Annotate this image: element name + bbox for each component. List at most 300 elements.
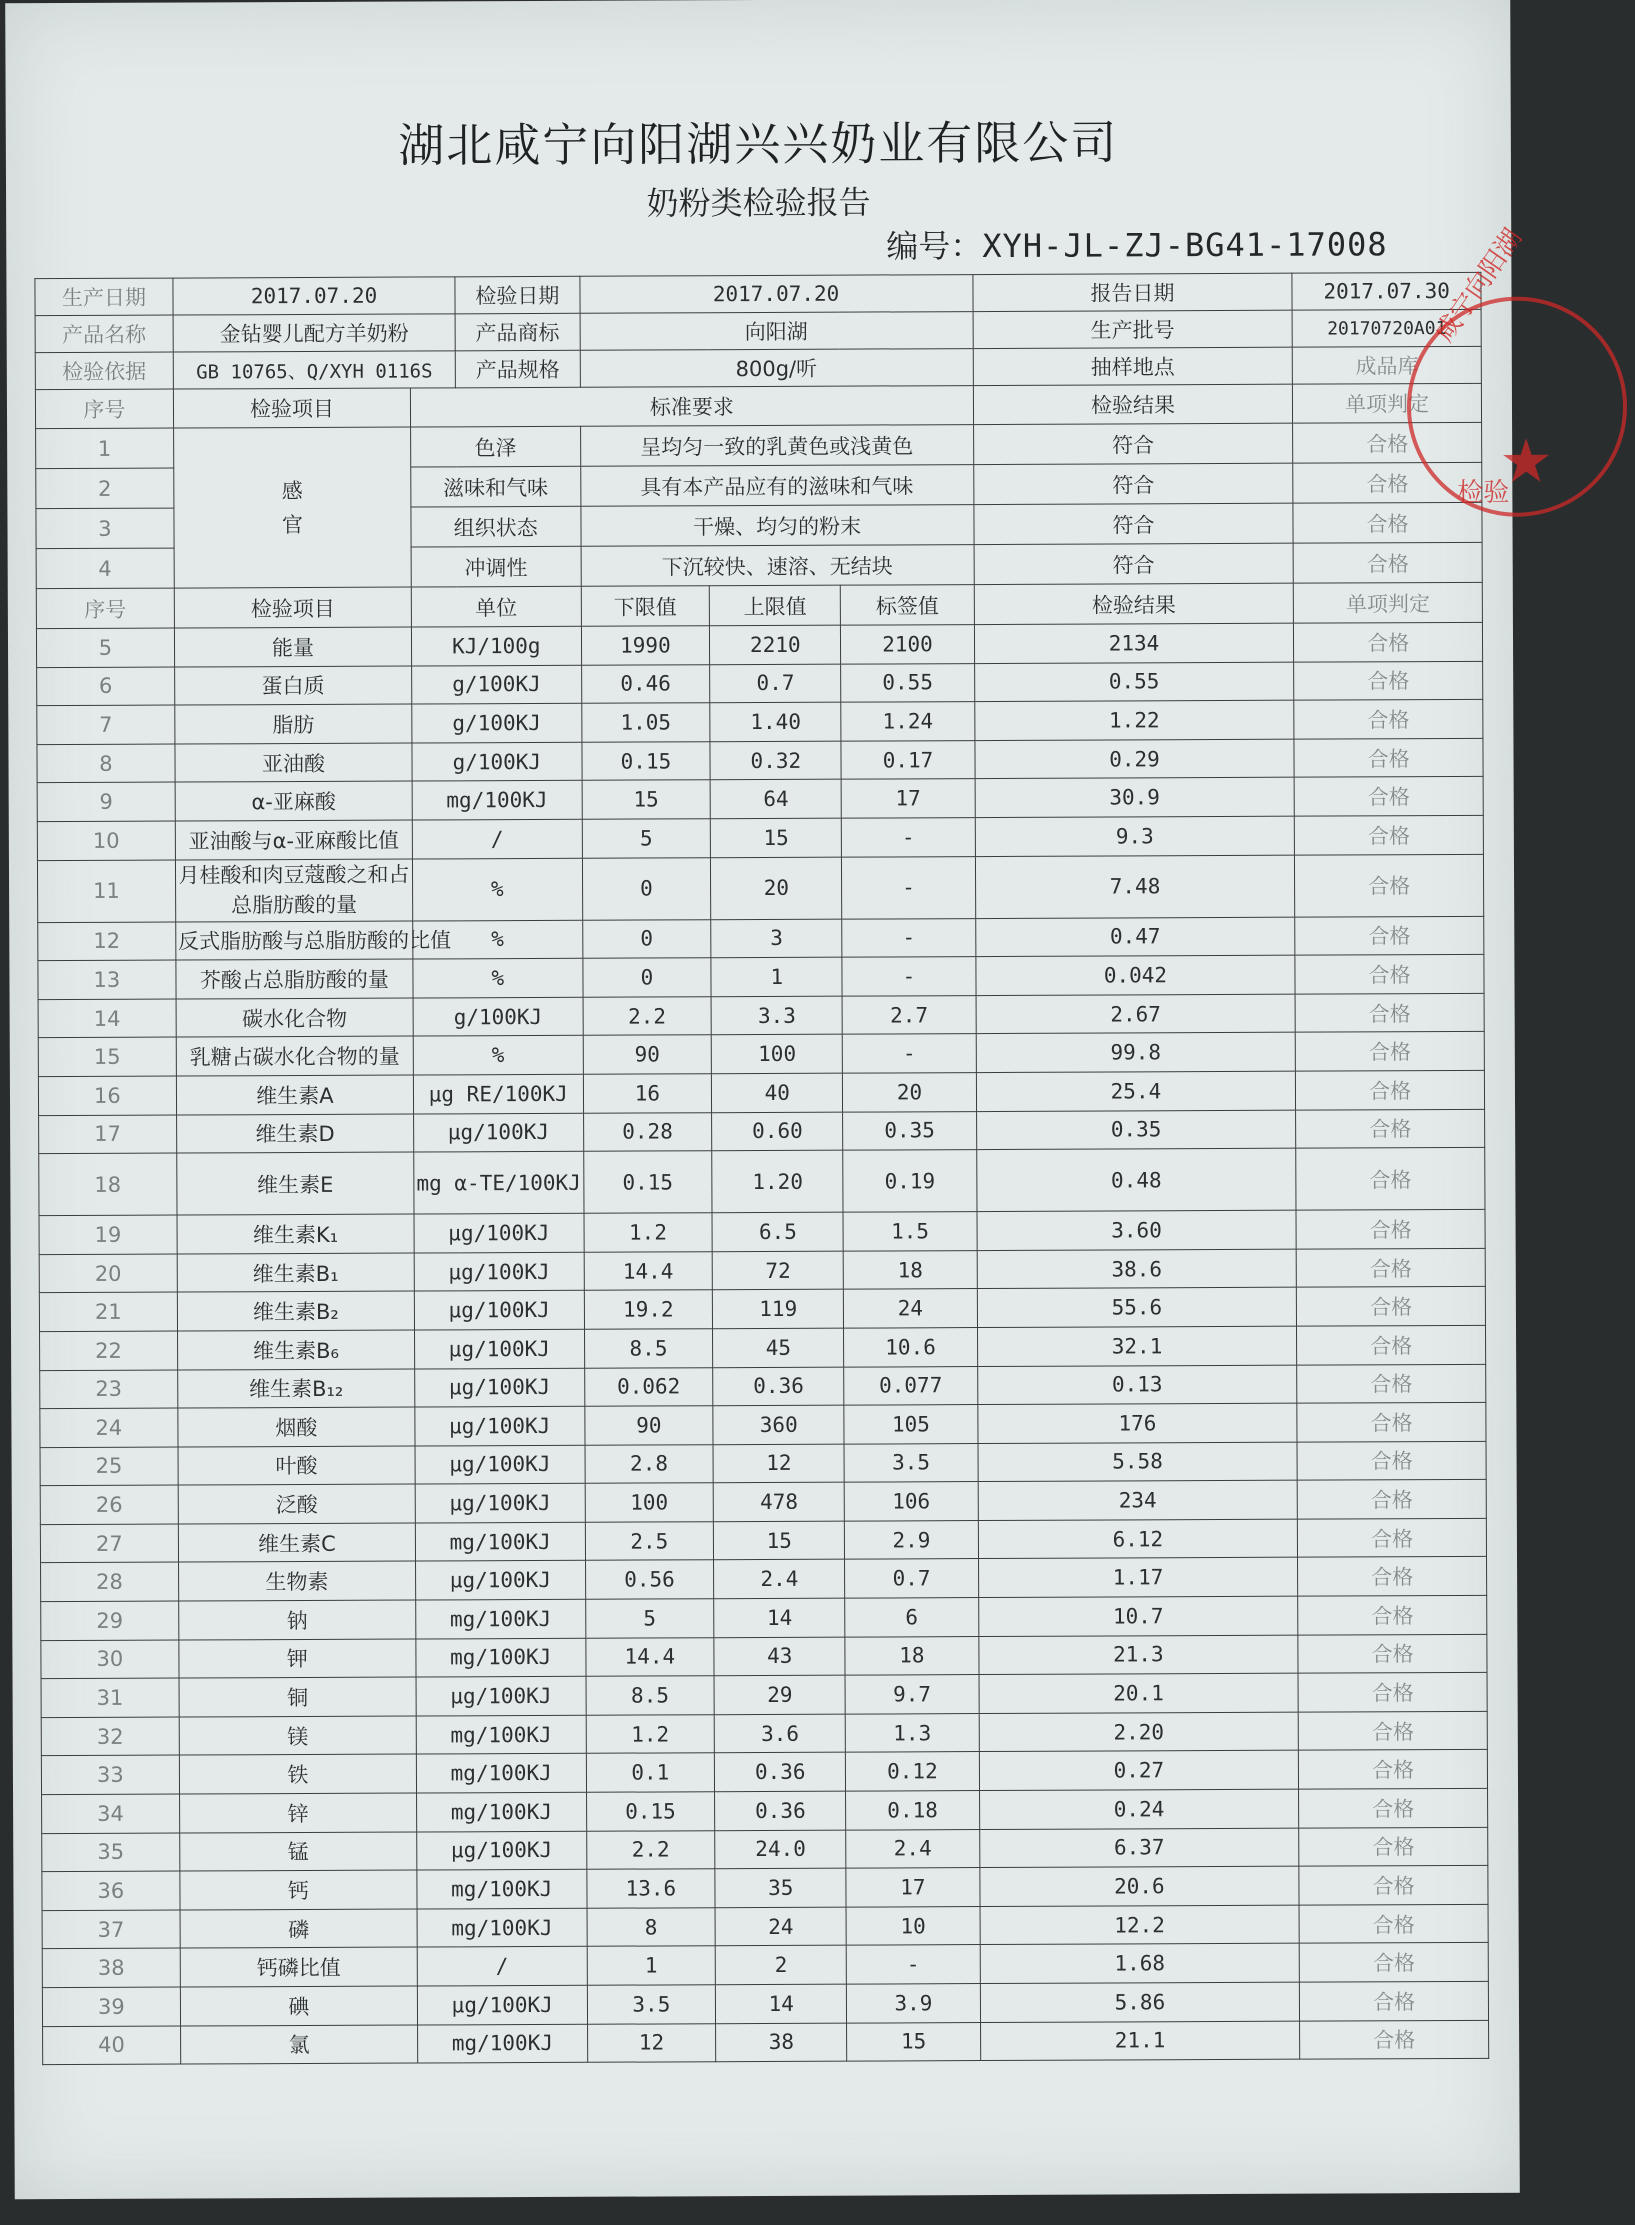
- item-cell: 碳水化合物: [176, 998, 413, 1038]
- low-limit-cell: 90: [584, 1406, 713, 1445]
- unit-cell: μg/100KJ: [414, 1113, 584, 1152]
- basis: GB 10765、Q/XYH 0116S: [173, 351, 456, 389]
- judgement-cell: 合格: [1297, 1402, 1486, 1441]
- high-limit-cell: 0.60: [712, 1112, 843, 1151]
- item-cell: 碘: [180, 1986, 417, 2026]
- result-cell: 20.6: [979, 1866, 1299, 1906]
- result-cell: 30.9: [975, 778, 1295, 818]
- judgement-cell: 合格: [1299, 1904, 1488, 1943]
- label-value-cell: 10.6: [844, 1327, 977, 1366]
- low-limit-cell: 2.8: [585, 1444, 714, 1483]
- item-header: 检验项目: [173, 388, 410, 428]
- seal-text-bottom: 检验: [1457, 477, 1510, 508]
- label-value-cell: -: [842, 957, 975, 996]
- low-limit-cell: 2.5: [585, 1522, 714, 1561]
- unit-cell: mg/100KJ: [417, 1908, 587, 1947]
- seq-cell: 6: [37, 667, 175, 706]
- result-cell: 0.27: [979, 1751, 1299, 1791]
- label-value-cell: -: [842, 818, 975, 857]
- result-cell: 0.47: [975, 917, 1295, 957]
- unit-cell: mg/100KJ: [412, 781, 582, 820]
- report-date-label: 报告日期: [973, 273, 1293, 311]
- judgement-header: 单项判定: [1293, 383, 1482, 423]
- item-cell: 乳糖占碳水化合物的量: [176, 1036, 413, 1076]
- result-cell: 2134: [974, 623, 1294, 663]
- high-limit-cell: 3.3: [711, 996, 842, 1035]
- seq-cell: 7: [37, 705, 175, 744]
- table-row: [39, 1147, 1485, 1215]
- unit-cell: μg/100KJ: [415, 1445, 585, 1484]
- judgement-cell: 合格: [1299, 1943, 1488, 1982]
- judgement-cell: 合格: [1298, 1557, 1487, 1596]
- seq-cell: 17: [39, 1115, 177, 1154]
- judgement-cell: 合格: [1299, 1866, 1488, 1905]
- unit-cell: μg/100KJ: [414, 1252, 584, 1291]
- seq-cell: 35: [42, 1833, 180, 1872]
- unit-cell: μg/100KJ: [417, 1985, 587, 2024]
- result-cell: 0.29: [975, 739, 1295, 779]
- table-row: [38, 955, 1484, 1000]
- table-row: [37, 777, 1483, 822]
- item-cell: 亚油酸与α-亚麻酸比值: [175, 820, 412, 860]
- high-limit-cell: 360: [713, 1405, 844, 1444]
- seq-cell: 4: [36, 548, 174, 589]
- high-limit-cell: 2.4: [714, 1560, 845, 1599]
- unit-header: 单位: [411, 586, 581, 627]
- label-value-cell: -: [842, 856, 976, 919]
- seq-cell: 21: [39, 1292, 177, 1331]
- table-row: [39, 1109, 1485, 1154]
- label-value-cell: 17: [846, 1868, 979, 1907]
- low-limit-cell: 1.2: [586, 1715, 715, 1754]
- unit-cell: mg α-TE/100KJ: [414, 1151, 584, 1214]
- unit-cell: μg/100KJ: [416, 1561, 586, 1600]
- low-limit-cell: 5: [582, 819, 711, 858]
- table-row: [41, 1750, 1487, 1795]
- seq-cell: 40: [43, 2026, 181, 2065]
- low-limit-cell: 3.5: [587, 1985, 716, 2024]
- high-header: 上限值: [710, 585, 841, 626]
- sensory-requirement: 具有本产品应有的滋味和气味: [580, 465, 973, 507]
- report-number-value: XYH-JL-ZJ-BG41-17008: [982, 225, 1388, 266]
- result-cell: 38.6: [977, 1249, 1297, 1289]
- high-limit-cell: 119: [713, 1289, 844, 1328]
- info-row: [35, 309, 1481, 352]
- low-limit-cell: 19.2: [584, 1290, 713, 1329]
- high-limit-cell: 14: [714, 1598, 845, 1637]
- label-value-cell: 2100: [841, 625, 974, 664]
- low-limit-cell: 13.6: [586, 1869, 715, 1908]
- table-row: [41, 1595, 1487, 1640]
- high-limit-cell: 20: [711, 857, 842, 920]
- item-cell: 蛋白质: [174, 666, 411, 706]
- judgement-cell: 合格: [1296, 1032, 1485, 1071]
- high-limit-cell: 45: [713, 1328, 844, 1367]
- table-row: [36, 622, 1482, 667]
- seq-cell: 27: [40, 1524, 178, 1563]
- low-limit-cell: 0.15: [583, 1151, 712, 1214]
- unit-cell: μg/100KJ: [414, 1213, 584, 1252]
- high-limit-cell: 2: [715, 1946, 846, 1985]
- low-limit-cell: 5: [585, 1599, 714, 1638]
- item-cell: 镁: [179, 1716, 416, 1756]
- high-limit-cell: 0.32: [710, 741, 841, 780]
- table-row: [39, 1287, 1485, 1332]
- low-limit-cell: 0: [582, 857, 711, 920]
- item-cell: 脂肪: [175, 704, 412, 744]
- high-limit-cell: 35: [715, 1868, 846, 1907]
- high-limit-cell: 0.36: [713, 1367, 844, 1406]
- report-paper: [5, 0, 1554, 2199]
- table-row: [39, 1248, 1485, 1293]
- result-cell: 6.12: [978, 1519, 1298, 1559]
- high-limit-cell: 14: [716, 1984, 847, 2023]
- sensory-judgement: 合格: [1293, 462, 1482, 503]
- sensory-requirement: 干燥、均匀的粉末: [580, 505, 973, 547]
- judgement-cell: 合格: [1295, 993, 1484, 1032]
- judgement-cell: 合格: [1297, 1287, 1486, 1326]
- judgement-cell: 合格: [1299, 1750, 1488, 1789]
- judgement-cell: 合格: [1297, 1325, 1486, 1364]
- inspection-date: 2017.07.20: [579, 275, 972, 314]
- basis-label: 检验依据: [35, 352, 173, 390]
- judgement-cell: 合格: [1296, 1248, 1485, 1287]
- high-limit-cell: 24.0: [715, 1830, 846, 1869]
- high-limit-cell: 0.7: [710, 664, 841, 703]
- label-value-cell: 15: [847, 2022, 980, 2061]
- brand-label: 产品商标: [455, 313, 579, 351]
- sensory-result: 符合: [973, 423, 1293, 464]
- sensory-judgement: 合格: [1293, 422, 1482, 463]
- result-cell: 7.48: [975, 855, 1295, 918]
- high-limit-cell: 15: [714, 1521, 845, 1560]
- result-cell: 0.35: [976, 1110, 1296, 1150]
- seq-cell: 9: [37, 782, 175, 821]
- item-header: 检验项目: [174, 587, 411, 628]
- high-limit-cell: 72: [712, 1251, 843, 1290]
- low-limit-cell: 0: [582, 919, 711, 958]
- low-limit-cell: 14.4: [584, 1251, 713, 1290]
- table-row: [41, 1557, 1487, 1602]
- judgement-cell: 合格: [1297, 1364, 1486, 1403]
- seq-cell: 23: [40, 1370, 178, 1409]
- label-value-cell: 10: [846, 1906, 979, 1945]
- item-cell: α-亚麻酸: [175, 781, 412, 821]
- unit-cell: μg/100KJ: [416, 1677, 586, 1716]
- judgement-cell: 合格: [1300, 1981, 1489, 2020]
- high-limit-cell: 29: [714, 1675, 845, 1714]
- brand: 向阳湖: [580, 312, 973, 351]
- sensory-requirement: 呈均匀一致的乳黄色或浅黄色: [580, 425, 973, 467]
- low-limit-cell: 8.5: [584, 1329, 713, 1368]
- label-value-cell: 17: [841, 779, 974, 818]
- seq-cell: 33: [41, 1755, 179, 1794]
- high-limit-cell: 0.36: [715, 1753, 846, 1792]
- low-limit-cell: 1.05: [581, 703, 710, 742]
- table-row: [40, 1364, 1486, 1409]
- judgement-cell: 合格: [1298, 1595, 1487, 1634]
- table-row: [42, 1981, 1488, 2026]
- inspection-table: [34, 272, 1489, 2065]
- item-cell: 维生素B₁: [177, 1253, 414, 1293]
- label-value-cell: 1.5: [843, 1212, 976, 1251]
- table-row: [40, 1325, 1486, 1370]
- judgement-cell: 合格: [1296, 1109, 1485, 1148]
- table-row: [41, 1634, 1487, 1679]
- result-cell: 2.67: [976, 994, 1296, 1034]
- label-value-cell: -: [843, 1034, 976, 1073]
- high-limit-cell: 2210: [710, 625, 841, 664]
- item-cell: 反式脂肪酸与总脂肪酸的比值: [176, 921, 413, 961]
- table-row: [40, 1402, 1486, 1447]
- sensory-item: 组织状态: [411, 506, 581, 547]
- unit-cell: g/100KJ: [412, 742, 582, 781]
- label-value-cell: -: [847, 1945, 980, 1984]
- unit-cell: mg/100KJ: [415, 1522, 585, 1561]
- label-value-cell: 3.9: [847, 1984, 980, 2023]
- unit-cell: KJ/100g: [411, 626, 581, 665]
- judgement-cell: 合格: [1295, 916, 1484, 955]
- item-cell: 维生素B₁₂: [177, 1369, 414, 1409]
- item-cell: 磷: [180, 1909, 417, 1949]
- result-cell: 0.13: [977, 1365, 1297, 1405]
- low-limit-cell: 1.2: [584, 1213, 713, 1252]
- label-value-cell: 1.3: [846, 1713, 979, 1752]
- requirement-header: 标准要求: [410, 386, 973, 427]
- unit-cell: %: [412, 858, 582, 921]
- sampling-label: 抽样地点: [973, 347, 1293, 385]
- label-value-cell: 0.55: [841, 663, 974, 702]
- label-value-cell: 0.17: [841, 740, 974, 779]
- seq-cell: 2: [36, 468, 174, 509]
- label-value-cell: 18: [845, 1636, 978, 1675]
- sensory-group-label: 感官: [281, 478, 303, 537]
- seq-cell: 36: [42, 1871, 180, 1910]
- seq-header: 序号: [36, 588, 174, 629]
- judgement-cell: 合格: [1299, 1827, 1488, 1866]
- table-row: [37, 854, 1483, 922]
- item-cell: 维生素B₆: [177, 1330, 414, 1370]
- label-value-cell: 0.7: [845, 1559, 978, 1598]
- label-value-cell: 2.9: [845, 1520, 978, 1559]
- item-cell: 钠: [179, 1600, 416, 1640]
- report-title: 奶粉类检验报告: [646, 183, 871, 223]
- seq-cell: 18: [39, 1153, 177, 1216]
- judgement-cell: 合格: [1298, 1518, 1487, 1557]
- item-cell: 维生素E: [177, 1152, 415, 1215]
- seq-cell: 24: [40, 1408, 178, 1447]
- judgement-cell: 合格: [1296, 1070, 1485, 1109]
- low-limit-cell: 8: [587, 1908, 716, 1947]
- label-value-cell: -: [842, 918, 975, 957]
- unit-cell: mg/100KJ: [418, 2024, 588, 2063]
- result-cell: 176: [977, 1403, 1297, 1443]
- seq-cell: 1: [36, 428, 174, 469]
- report-number: [886, 219, 1388, 267]
- seq-cell: 11: [37, 860, 175, 923]
- seq-cell: 19: [39, 1215, 177, 1254]
- spec-label: 产品规格: [455, 350, 579, 388]
- result-cell: 0.24: [979, 1789, 1299, 1829]
- sensory-requirement: 下沉较快、速溶、无结块: [581, 545, 974, 587]
- high-limit-cell: 3.6: [714, 1714, 845, 1753]
- unit-cell: μg/100KJ: [417, 1831, 587, 1870]
- judgement-cell: 合格: [1294, 738, 1483, 777]
- unit-cell: %: [413, 920, 583, 959]
- high-limit-cell: 1: [711, 957, 842, 996]
- item-cell: 钙磷比值: [180, 1947, 417, 1987]
- sensory-row: [36, 422, 1482, 468]
- unit-cell: g/100KJ: [412, 665, 582, 704]
- judgement-cell: 合格: [1299, 1788, 1488, 1827]
- unit-cell: μg/100KJ: [415, 1406, 585, 1445]
- result-cell: 25.4: [976, 1071, 1296, 1111]
- seq-cell: 38: [42, 1948, 180, 1987]
- high-limit-cell: 24: [715, 1907, 846, 1946]
- info-row: [35, 346, 1481, 389]
- unit-cell: mg/100KJ: [416, 1715, 586, 1754]
- result-cell: 3.60: [977, 1210, 1297, 1250]
- result-cell: 234: [978, 1480, 1298, 1520]
- sensory-item: 色泽: [411, 426, 581, 467]
- low-limit-cell: 0.28: [583, 1112, 712, 1151]
- judgement-cell: 合格: [1294, 777, 1483, 816]
- high-limit-cell: 12: [713, 1444, 844, 1483]
- sensory-judgement: 合格: [1293, 542, 1482, 583]
- sensory-result: 符合: [973, 463, 1293, 504]
- seal-text: 咸宁向阳湖: [1429, 223, 1529, 348]
- seq-cell: 29: [41, 1601, 179, 1640]
- judgement-cell: 合格: [1294, 661, 1483, 700]
- table-row: [42, 1904, 1488, 1949]
- report-number-label: 编号：: [886, 227, 983, 266]
- unit-cell: μg/100KJ: [415, 1484, 585, 1523]
- item-cell: 维生素A: [176, 1075, 413, 1115]
- product-name-label: 产品名称: [35, 315, 173, 353]
- judgement-cell: 合格: [1300, 2020, 1489, 2059]
- sensory-header-row: [35, 383, 1481, 428]
- item-cell: 芥酸占总脂肪酸的量: [176, 959, 413, 999]
- table-row: [38, 1070, 1484, 1115]
- product-name: 金钻婴儿配方羊奶粉: [173, 314, 456, 352]
- low-limit-cell: 14.4: [585, 1637, 714, 1676]
- unit-cell: mg/100KJ: [416, 1638, 586, 1677]
- seq-cell: 10: [37, 821, 175, 860]
- seq-cell: 37: [42, 1910, 180, 1949]
- low-limit-cell: 0.46: [581, 664, 710, 703]
- item-cell: 维生素B₂: [177, 1291, 414, 1331]
- seq-cell: 25: [40, 1447, 178, 1486]
- table-row: [42, 1827, 1488, 1872]
- item-cell: 维生素K₁: [177, 1214, 414, 1254]
- result-cell: 2.20: [979, 1712, 1299, 1752]
- seq-cell: 12: [38, 922, 176, 961]
- table-row: [37, 661, 1483, 706]
- label-value-cell: 0.077: [844, 1366, 977, 1405]
- low-limit-cell: 2.2: [586, 1830, 715, 1869]
- high-limit-cell: 43: [714, 1637, 845, 1676]
- unit-cell: μg/100KJ: [415, 1368, 585, 1407]
- item-cell: 氯: [180, 2025, 417, 2065]
- label-value-cell: 2.4: [846, 1829, 979, 1868]
- table-row: [37, 815, 1483, 860]
- seq-cell: 26: [40, 1485, 178, 1524]
- judgement-cell: 合格: [1295, 854, 1484, 917]
- low-limit-cell: 100: [585, 1483, 714, 1522]
- spec: 800g/听: [580, 349, 973, 388]
- seq-cell: 32: [41, 1717, 179, 1756]
- unit-cell: /: [417, 1947, 587, 1986]
- low-limit-cell: 0.56: [585, 1560, 714, 1599]
- table-row: [38, 916, 1484, 961]
- result-cell: 9.3: [975, 816, 1295, 856]
- low-limit-cell: 0.15: [586, 1792, 715, 1831]
- production-date-label: 生产日期: [35, 278, 173, 316]
- seq-cell: 13: [38, 960, 176, 999]
- label-value-cell: 18: [843, 1250, 976, 1289]
- item-cell: 铁: [179, 1754, 416, 1794]
- report-date: 2017.07.30: [1292, 272, 1481, 310]
- physchem-header-row: [36, 582, 1482, 628]
- label-value-cell: 0.12: [846, 1752, 979, 1791]
- low-limit-cell: 1: [587, 1946, 716, 1985]
- high-limit-cell: 38: [716, 2023, 847, 2062]
- unit-cell: g/100KJ: [413, 997, 583, 1036]
- company-name: 湖北咸宁向阳湖兴兴奶业有限公司: [398, 115, 1119, 173]
- result-cell: 21.3: [978, 1635, 1298, 1675]
- seq-cell: 3: [36, 508, 174, 549]
- result-cell: 0.48: [976, 1148, 1296, 1211]
- production-date: 2017.07.20: [173, 277, 456, 315]
- item-cell: 叶酸: [178, 1446, 415, 1486]
- result-cell: 1.22: [974, 700, 1294, 740]
- label-value-cell: 2.7: [842, 995, 975, 1034]
- label-value-cell: 20: [843, 1073, 976, 1112]
- low-limit-cell: 0.1: [586, 1753, 715, 1792]
- result-cell: 99.8: [976, 1033, 1296, 1073]
- seq-cell: 39: [42, 1987, 180, 2026]
- result-cell: 10.7: [978, 1596, 1298, 1636]
- high-limit-cell: 15: [711, 818, 842, 857]
- unit-cell: mg/100KJ: [417, 1792, 587, 1831]
- table-row: [38, 1032, 1484, 1077]
- seq-cell: 28: [41, 1563, 179, 1602]
- seq-cell: 31: [41, 1678, 179, 1717]
- label-value-cell: 105: [844, 1405, 977, 1444]
- item-cell: 维生素C: [178, 1523, 415, 1563]
- table-row: [42, 1943, 1488, 1988]
- result-cell: 0.55: [974, 662, 1294, 702]
- low-limit-cell: 0.15: [581, 742, 710, 781]
- sampling-location: 成品库: [1293, 346, 1482, 384]
- table-row: [40, 1480, 1486, 1525]
- sensory-item: 冲调性: [411, 546, 581, 587]
- high-limit-cell: 478: [713, 1482, 844, 1521]
- high-limit-cell: 64: [710, 780, 841, 819]
- low-limit-cell: 15: [582, 780, 711, 819]
- judgement-cell: 合格: [1297, 1441, 1486, 1480]
- seq-cell: 5: [36, 628, 174, 667]
- sensory-result: 符合: [974, 503, 1294, 544]
- judgement-cell: 合格: [1298, 1673, 1487, 1712]
- result-cell: 21.1: [980, 2021, 1300, 2061]
- label-value-cell: 106: [844, 1482, 977, 1521]
- table-row: [41, 1711, 1487, 1756]
- low-limit-cell: 1990: [581, 626, 710, 665]
- result-cell: 20.1: [979, 1673, 1299, 1713]
- unit-cell: mg/100KJ: [417, 1869, 587, 1908]
- seq-cell: 22: [40, 1331, 178, 1370]
